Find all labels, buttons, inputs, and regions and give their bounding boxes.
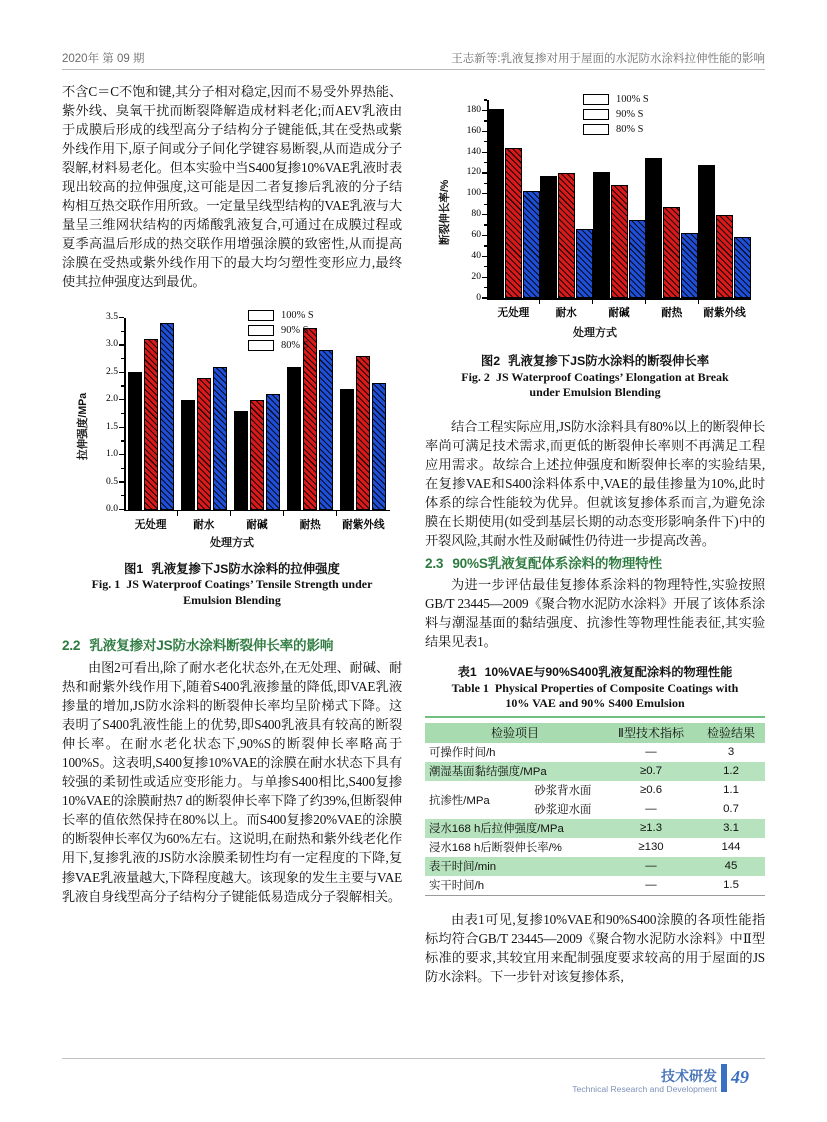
table-1-caption-cn-label: 表1	[457, 665, 477, 680]
figure-2-chart	[425, 82, 765, 350]
table-1-header-result: 检验结果	[697, 723, 765, 743]
y-axis-tick-label: 100	[466, 187, 481, 199]
running-head	[62, 50, 765, 66]
bar	[128, 372, 142, 509]
chart-legend	[248, 310, 314, 355]
y-axis-tick-label: 20	[471, 270, 481, 282]
figure-1-caption-en-line2: Emulsion Blending	[183, 592, 281, 607]
y-axis-tick-label: 180	[466, 103, 481, 115]
figure-2-caption-en-line1: JS Waterproof Coatings’ Elongation at Break	[495, 369, 729, 384]
y-axis-tick	[119, 344, 124, 345]
y-axis-tick-label: 0.0	[106, 503, 118, 515]
y-axis-tick-label: 3.0	[106, 338, 118, 350]
y-axis-tick-label: 60	[471, 228, 481, 240]
x-axis-tick	[645, 299, 646, 304]
legend-label: 100% S	[281, 309, 314, 321]
x-axis-tick	[539, 299, 540, 304]
bar	[181, 400, 195, 510]
table-cell-result: 1.1	[723, 784, 739, 797]
figure-2	[425, 82, 765, 401]
section-2-2-number: 2.2	[62, 638, 81, 654]
x-axis-line	[124, 510, 390, 512]
table-cell-result: 3.1	[697, 819, 765, 838]
x-axis-tick	[592, 299, 593, 304]
table-cell-result: 1.2	[697, 762, 765, 781]
legend-swatch	[583, 124, 609, 135]
bar	[698, 165, 715, 298]
y-axis-tick-label: 0	[476, 291, 481, 303]
bar	[576, 229, 593, 298]
table-cell-result: 0.7	[723, 803, 739, 816]
legend-swatch	[248, 325, 274, 336]
legend-label: 90% S	[616, 109, 644, 120]
table-1-caption	[425, 665, 765, 712]
table-row	[425, 876, 765, 895]
table-1-caption-cn-text: 10%VAE与90%S400乳液复配涂料的物理性能	[484, 665, 733, 680]
bar	[716, 215, 733, 298]
table-row	[425, 857, 765, 876]
footer-divider	[62, 1058, 765, 1059]
x-axis-tick-label: 耐紫外线	[703, 307, 746, 319]
bar	[303, 328, 317, 509]
y-axis-tick-label: 40	[471, 249, 481, 261]
bar	[250, 400, 264, 510]
footer-page-number: 49	[731, 1067, 749, 1087]
figure-2-caption-en-line2: under Emulsion Blending	[529, 385, 661, 399]
right-column	[425, 82, 765, 986]
bar	[629, 220, 646, 298]
x-axis-tick-label: 耐热	[299, 518, 321, 531]
table-1-header-spec: Ⅱ型技术指标	[605, 723, 697, 743]
table-cell-item: 实干时间/h	[429, 880, 485, 893]
legend-label: 80% S	[281, 339, 309, 351]
y-axis-tick	[119, 399, 124, 400]
table-cell-item: 潮湿基面黏结强度/MPa	[425, 762, 605, 781]
table-1-header-item: 检验项目	[425, 723, 605, 743]
legend-swatch	[248, 340, 274, 351]
legend-label: 90% S	[281, 324, 309, 336]
table-cell-spec: ≥0.6	[639, 784, 663, 797]
y-axis-tick	[119, 509, 124, 510]
page-footer	[62, 1058, 765, 1104]
left-paragraph-2: 由图2可看出,除了耐水老化状态外,在无处理、耐碱、耐热和耐紫外线作用下,随着S400乳液掺量的降低,即VAE乳液掺量的增加,JS防水涂料的断裂伸长率均呈阶梯式下降。这表明了S400乳液性能上的优势,即S400乳液具有较高的断裂伸长率。在耐水老化状态下,90%S的断裂伸长率略高于100%S。这表明,S400复掺10%VAE的涂膜在耐水状态下具有较强的柔韧性或适应变形能力。与单掺S400相比,S400复掺10%VAE的涂膜耐热7 d的断裂伸长率下降了约39%,但断裂伸长率的值依然保持在80%以上。而S400复掺20%VAE的涂膜的断裂伸长率仅为60%左右。这说明,在耐热和紫外线老化作用下,复掺乳液的JS防水涂膜柔韧性均有一定程度的下降,复掺VAE乳液量越大,下降程度越大。该现象的发生主要与VAE乳液自身线型高分子结构分子键能低易造成分子裂解相关。	[62, 660, 402, 904]
table-cell-item: 浸水168 h后断裂伸长率/%	[429, 842, 562, 855]
bar	[319, 350, 333, 509]
table-cell-result: 45	[697, 857, 765, 876]
x-axis-tick	[336, 511, 337, 516]
figure-2-caption-cn-label: 图2	[480, 354, 501, 368]
right-paragraph-3: 由表1可见,复掺10%VAE和90%S400涂膜的各项性能指标均符合GB/T 23445—2009《聚合物水泥防水涂料》中Ⅱ型标准的要求,其较宜用来配制强度要求较高的用于屋面的JS防水涂料。下一步针对该复掺体系,	[425, 911, 765, 984]
y-axis-tick-label: 2.0	[106, 393, 118, 405]
y-axis-tick	[119, 317, 124, 318]
y-axis-minor-tick	[121, 440, 124, 441]
x-axis-tick-label: 耐水	[193, 518, 215, 531]
y-axis-tick-label: 120	[466, 166, 481, 178]
figure-1-caption-en-line1: JS Waterproof Coatings’ Tensile Strength under	[126, 577, 373, 592]
y-axis-tick-label: 160	[466, 124, 481, 136]
y-axis-title: 拉伸强度/MPa	[77, 392, 89, 460]
table-1-body	[425, 743, 765, 895]
figure-1-chart	[62, 308, 402, 556]
y-axis-tick-label: 1.0	[106, 448, 118, 460]
legend-item	[248, 325, 314, 336]
x-axis-tick-label: 无处理	[497, 307, 530, 319]
table-cell-spec: —	[645, 746, 657, 759]
running-head-title: 王志新等:乳液复掺对用于屋面的水泥防水涂料拉伸性能的影响	[451, 53, 765, 65]
legend-item	[583, 94, 649, 105]
y-axis-minor-tick	[121, 358, 124, 359]
legend-item	[583, 109, 649, 120]
table-1-bottom-rule	[425, 895, 765, 896]
x-axis-title: 处理方式	[573, 327, 617, 339]
x-axis-tick-label: 耐水	[555, 307, 577, 319]
bar	[287, 367, 301, 510]
chart-legend	[583, 94, 649, 139]
left-column	[62, 82, 402, 906]
left-paragraph-1: 不含C＝C不饱和键,其分子相对稳定,因而不易受外界热能、紫外线、臭氧干扰而断裂降解造成材料老化;而AEV乳液由于成膜后形成的线型高分子结构分子键能低,其在受热或紫外线作用下,原子间或分子间化学键容易断裂,从而造成分子裂解,材料易老化。但本实验中当S400复掺10%VAE乳液时表现出较高的拉伸强度,这可能是因二者复掺后乳液的分子结构相互热交联作用所致。一定量呈线型结构的VAE乳液与大量呈三维网状结构的丙烯酸乳液复合,可通过在成膜过程或夏季高温后形成的热交联作用增强涂膜的致密性,从而提高涂膜在受热或紫外线作用下的最大均匀塑性变形应力,最终使其拉伸强度达到最优。	[62, 84, 402, 290]
bar	[340, 389, 354, 510]
x-axis-tick-label: 耐紫外线	[342, 518, 385, 531]
figure-2-caption	[425, 354, 765, 401]
x-axis-tick	[230, 511, 231, 516]
table-cell-result: 3	[727, 746, 735, 759]
table-1-physical-properties	[425, 723, 765, 895]
table-1-caption-en-line1: Physical Properties of Composite Coatings with	[494, 680, 739, 695]
table-1-top-rule	[425, 716, 765, 718]
bar	[558, 173, 575, 298]
legend-swatch	[248, 310, 274, 321]
table-1-header-row	[425, 723, 765, 743]
y-axis-tick	[119, 372, 124, 373]
x-axis-title: 处理方式	[210, 536, 254, 549]
y-axis-tick-label: 80	[471, 208, 481, 220]
bar	[213, 367, 227, 510]
y-axis-minor-tick	[121, 331, 124, 332]
table-cell-spec: ≥0.7	[605, 762, 697, 781]
figure-1	[62, 308, 402, 609]
x-axis-tick	[283, 511, 284, 516]
y-axis-tick-label: 3.5	[106, 311, 118, 323]
table-cell-result: 1.5	[723, 879, 739, 892]
table-cell-item: 抗渗性/MPa	[429, 794, 490, 807]
legend-label: 80% S	[616, 124, 644, 135]
y-axis-tick-label: 1.5	[106, 420, 118, 432]
legend-item	[583, 124, 649, 135]
bar	[540, 176, 557, 298]
table-cell-item: 浸水168 h后拉伸强度/MPa	[425, 819, 605, 838]
figure-1-caption-cn-label: 图1	[124, 561, 144, 576]
legend-swatch	[583, 94, 609, 105]
y-axis-tick	[119, 427, 124, 428]
right-paragraph-1: 结合工程实际应用,JS防水涂料具有80%以上的断裂伸长率尚可满足技术需求,而更低的断裂伸长率则不再满足工程应用需求。故综合上述拉伸强度和断裂伸长率的实验结果,在复掺VAE和S400涂料体系中,VAE的最佳掺量为10%,此时体系的综合性能较为优异。但就该复掺体系而言,为避免涂膜在长期使用(如受到基层长期的动态变形影响条件下)中的开裂风险,其耐水性及耐碱性仍待进一步提高改善。	[425, 418, 765, 548]
bar	[487, 109, 504, 298]
y-axis-minor-tick	[121, 495, 124, 496]
table-row	[425, 781, 765, 800]
legend-swatch	[583, 109, 609, 120]
y-axis-title: 断裂伸长率/%	[439, 179, 451, 245]
y-axis-minor-tick	[121, 385, 124, 386]
y-axis-minor-tick	[484, 99, 487, 100]
x-axis-line	[487, 298, 751, 300]
x-axis-tick	[177, 511, 178, 516]
bar	[505, 148, 522, 298]
footer-page-box	[721, 1064, 765, 1092]
bar	[234, 411, 248, 510]
legend-label: 100% S	[616, 94, 649, 105]
running-head-issue: 2020年 第 09 期	[62, 53, 145, 65]
table-cell-spec: ≥130	[638, 841, 664, 854]
table-cell-result: 144	[721, 841, 741, 854]
table-cell-item: 表干时间/min	[425, 857, 605, 876]
section-heading-2-2	[62, 634, 402, 654]
section-2-2-title: 乳液复掺对JS防水涂料断裂伸长率的影响	[89, 638, 334, 654]
table-cell-item: 可操作时间/h	[429, 747, 496, 760]
x-axis-tick-label: 耐碱	[246, 518, 268, 531]
table-row	[425, 819, 765, 838]
running-head-divider	[62, 69, 765, 70]
figure-2-caption-cn-text: 乳液复掺下JS防水涂料的断裂伸长率	[508, 354, 710, 368]
bar	[611, 185, 628, 298]
table-cell-spec: ≥1.3	[605, 819, 697, 838]
y-axis-minor-tick	[121, 468, 124, 469]
legend-item	[248, 340, 314, 351]
x-axis-tick	[698, 299, 699, 304]
x-axis-tick-label: 耐热	[661, 307, 683, 319]
x-axis-tick-label: 无处理	[134, 518, 167, 531]
figure-1-caption-en-label: Fig. 1	[91, 577, 121, 592]
section-2-3-number: 2.3	[425, 555, 444, 571]
bar	[645, 158, 662, 298]
y-axis-tick	[119, 454, 124, 455]
legend-item	[248, 310, 314, 321]
bar	[197, 378, 211, 510]
table-cell-subitem: 砂浆迎水面	[534, 804, 592, 817]
table-1-caption-en-label: Table 1	[451, 680, 489, 695]
table-cell-spec: —	[605, 857, 697, 876]
footer-section-cn: 技术研发	[661, 1068, 717, 1084]
bar	[356, 356, 370, 510]
bar	[266, 394, 280, 509]
table-cell-subitem: 砂浆背水面	[534, 785, 592, 798]
bar	[523, 191, 540, 298]
y-axis-line	[124, 318, 126, 512]
figure-1-caption-cn-text: 乳液复掺下JS防水涂料的拉伸强度	[151, 561, 340, 576]
bar	[734, 237, 751, 298]
bar	[663, 207, 680, 298]
bar	[160, 323, 174, 510]
bar	[144, 339, 158, 509]
section-heading-2-3	[425, 552, 765, 572]
table-row	[425, 743, 765, 762]
footer-section-en: Technical Research and Development	[572, 1084, 717, 1094]
x-axis-tick-label: 耐碱	[608, 307, 630, 319]
section-2-3-title: 90%S乳液复配体系涂料的物理特性	[452, 555, 662, 571]
right-paragraph-2: 为进一步评估最佳复掺体系涂料的物理特性,实验按照GB/T 23445—2009《聚合物水泥防水涂料》开展了该体系涂料与潮湿基面的黏结强度、抗渗性等物理性能表征,其实验结果见表1。	[425, 576, 765, 649]
bar	[681, 233, 698, 298]
y-axis-tick-label: 2.5	[106, 365, 118, 377]
bar	[372, 383, 386, 509]
y-axis-tick-label: 0.5	[106, 475, 118, 487]
y-axis-tick	[119, 481, 124, 482]
y-axis-minor-tick	[121, 413, 124, 414]
footer-page-bar	[721, 1064, 727, 1092]
figure-2-caption-en-label: Fig. 2	[461, 369, 490, 384]
bar	[593, 172, 610, 298]
table-cell-spec: —	[645, 803, 657, 816]
table-1-caption-en-line2: 10% VAE and 90% S400 Emulsion	[505, 696, 685, 711]
figure-1-caption	[62, 562, 402, 609]
table-cell-spec: —	[645, 879, 657, 892]
y-axis-tick-label: 140	[466, 145, 481, 157]
table-row	[425, 762, 765, 781]
table-row	[425, 838, 765, 857]
